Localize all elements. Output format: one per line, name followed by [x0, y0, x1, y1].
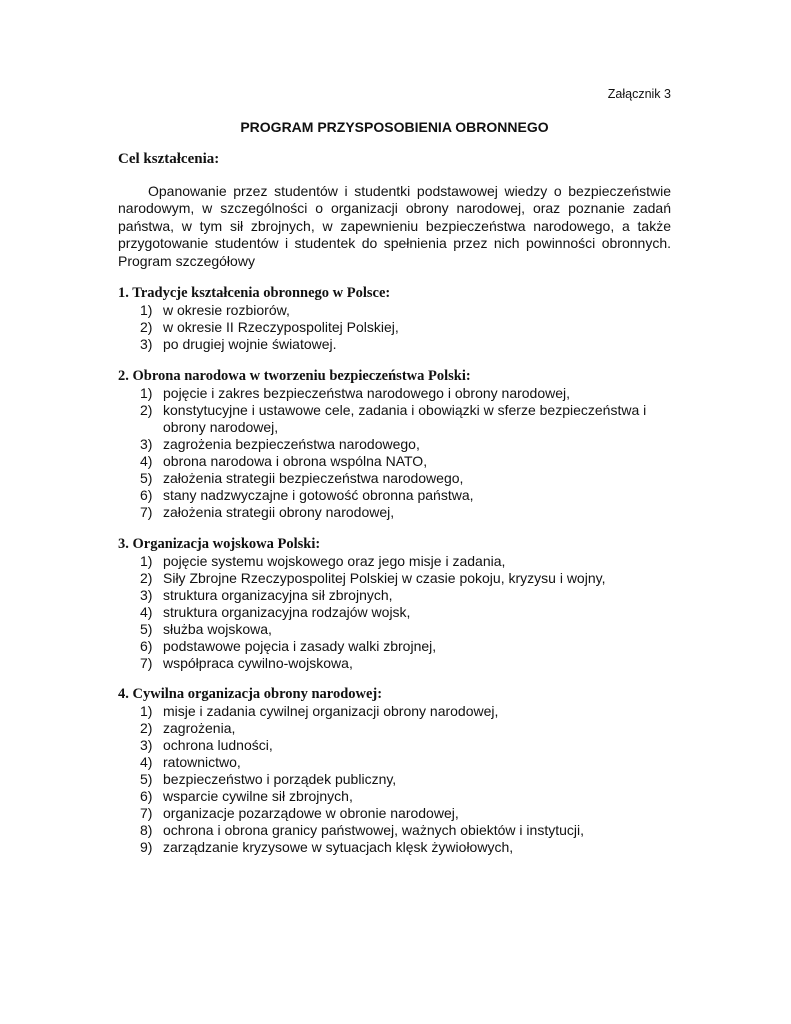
list-item-number: 4): [140, 754, 153, 770]
list-item: [118, 788, 671, 805]
section-list: [118, 385, 671, 521]
list-item-number: 1): [140, 385, 153, 401]
list-item-number: 5): [140, 771, 153, 787]
list-item: [118, 436, 671, 453]
list-item-text: obrona narodowa i obrona wspólna NATO,: [163, 453, 428, 469]
section-list: [118, 302, 671, 353]
list-item-number: 2): [140, 720, 153, 736]
list-item-number: 3): [140, 336, 153, 352]
list-item-text: zagrożenia,: [163, 720, 236, 736]
page-title: PROGRAM PRZYSPOSOBIENIA OBRONNEGO: [240, 119, 549, 135]
list-item-text: zagrożenia bezpieczeństwa narodowego,: [163, 436, 420, 452]
list-item: [118, 839, 671, 856]
list-item-text: ochrona i obrona granicy państwowej, ważnych obiektów i instytucji,: [163, 822, 584, 838]
list-item-text: w okresie rozbiorów,: [163, 302, 290, 318]
list-item-number: 6): [140, 788, 153, 804]
list-item-number: 5): [140, 621, 153, 637]
section-civil-defense: [118, 686, 671, 856]
list-item-number: 2): [140, 319, 153, 335]
document-page: [118, 0, 671, 1024]
list-item: [118, 336, 671, 353]
list-item-number: 2): [140, 402, 153, 418]
list-item-number: 3): [140, 587, 153, 603]
list-item-text: po drugiej wojnie światowej.: [163, 336, 337, 352]
list-item-text: konstytucyjne i ustawowe cele, zadania i obowiązki w sferze bezpieczeństwa i obrony narodowej,: [163, 402, 647, 435]
list-item-number: 8): [140, 822, 153, 838]
list-item-number: 9): [140, 839, 153, 855]
list-item-text: organizacje pozarządowe w obronie narodowej,: [163, 805, 459, 821]
attachment-label: Załącznik 3: [607, 87, 671, 101]
list-item-number: 3): [140, 436, 153, 452]
list-item-number: 1): [140, 703, 153, 719]
list-item-text: struktura organizacyjna sił zbrojnych,: [163, 587, 393, 603]
section-heading: 1. Tradycje kształcenia obronnego w Polsce:: [118, 285, 391, 301]
list-item: [118, 655, 671, 672]
list-item-number: 2): [140, 570, 153, 586]
list-item-text: współpraca cywilno-wojskowa,: [163, 655, 353, 671]
list-item-number: 7): [140, 655, 153, 671]
list-item-number: 7): [140, 504, 153, 520]
list-item-number: 1): [140, 302, 153, 318]
list-item-number: 6): [140, 487, 153, 503]
list-item: [118, 385, 671, 402]
list-item: [118, 805, 671, 822]
list-item: [118, 720, 671, 737]
list-item-text: ochrona ludności,: [163, 737, 273, 753]
list-item-text: stany nadzwyczajne i gotowość obronna państwa,: [163, 487, 474, 503]
list-item-text: pojęcie i zakres bezpieczeństwa narodowego i obrony narodowej,: [163, 385, 571, 401]
list-item-text: pojęcie systemu wojskowego oraz jego misje i zadania,: [163, 553, 506, 569]
list-item: [118, 737, 671, 754]
list-item: [118, 754, 671, 771]
goal-heading: Cel kształcenia:: [118, 151, 220, 167]
section-heading: 3. Organizacja wojskowa Polski:: [118, 536, 321, 552]
list-item: [118, 487, 671, 504]
list-item: [118, 302, 671, 319]
list-item: [118, 319, 671, 336]
list-item-number: 5): [140, 470, 153, 486]
list-item-text: wsparcie cywilne sił zbrojnych,: [163, 788, 353, 804]
list-item-text: misje i zadania cywilnej organizacji obrony narodowej,: [163, 703, 499, 719]
list-item-number: 6): [140, 638, 153, 654]
list-item: [118, 570, 671, 587]
section-list: [118, 703, 671, 856]
list-item: [118, 504, 671, 521]
list-item-text: podstawowe pojęcia i zasady walki zbrojnej,: [163, 638, 437, 654]
section-national-defense: [118, 368, 671, 521]
list-item: [118, 587, 671, 604]
list-item: [118, 771, 671, 788]
list-item-text: służba wojskowa,: [163, 621, 272, 637]
list-item-text: założenia strategii obrony narodowej,: [163, 504, 395, 520]
list-item-text: bezpieczeństwo i porządek publiczny,: [163, 771, 397, 787]
section-traditions: [118, 285, 671, 353]
list-item: [118, 822, 671, 839]
list-item-text: założenia strategii bezpieczeństwa narodowego,: [163, 470, 464, 486]
list-item: [118, 703, 671, 720]
section-heading: 4. Cywilna organizacja obrony narodowej:: [118, 686, 383, 702]
list-item: [118, 553, 671, 570]
list-item: [118, 638, 671, 655]
section-list: [118, 553, 671, 672]
list-item-text: zarządzanie kryzysowe w sytuacjach klęsk żywiołowych,: [163, 839, 514, 855]
list-item-number: 1): [140, 553, 153, 569]
list-item: [118, 453, 671, 470]
list-item-text: ratownictwo,: [163, 754, 241, 770]
list-item-number: 4): [140, 604, 153, 620]
goal-paragraph: Opanowanie przez studentów i studentki podstawowej wiedzy o bezpieczeństwie narodowym, w szczególności o organizacji obrony narodowej, oraz poznanie zadań państwa, w tym sił zbrojnych, w zapewnieniu bezpieczeństwa narodowego, a także przygotowanie studentów i studentek do spełnienia przez nich powinności obronnych. Program szczegółowy: [118, 183, 671, 269]
list-item-text: struktura organizacyjna rodzajów wojsk,: [163, 604, 411, 620]
list-item: [118, 621, 671, 638]
list-item-number: 7): [140, 805, 153, 821]
list-item-number: 3): [140, 737, 153, 753]
list-item: [118, 470, 671, 487]
list-item-text: w okresie II Rzeczypospolitej Polskiej,: [163, 319, 399, 335]
list-item: [118, 402, 671, 436]
section-heading: 2. Obrona narodowa w tworzeniu bezpieczeństwa Polski:: [118, 368, 471, 384]
section-military-organization: [118, 536, 671, 672]
list-item-text: Siły Zbrojne Rzeczypospolitej Polskiej w czasie pokoju, kryzysu i wojny,: [163, 570, 606, 586]
list-item: [118, 604, 671, 621]
list-item-number: 4): [140, 453, 153, 469]
